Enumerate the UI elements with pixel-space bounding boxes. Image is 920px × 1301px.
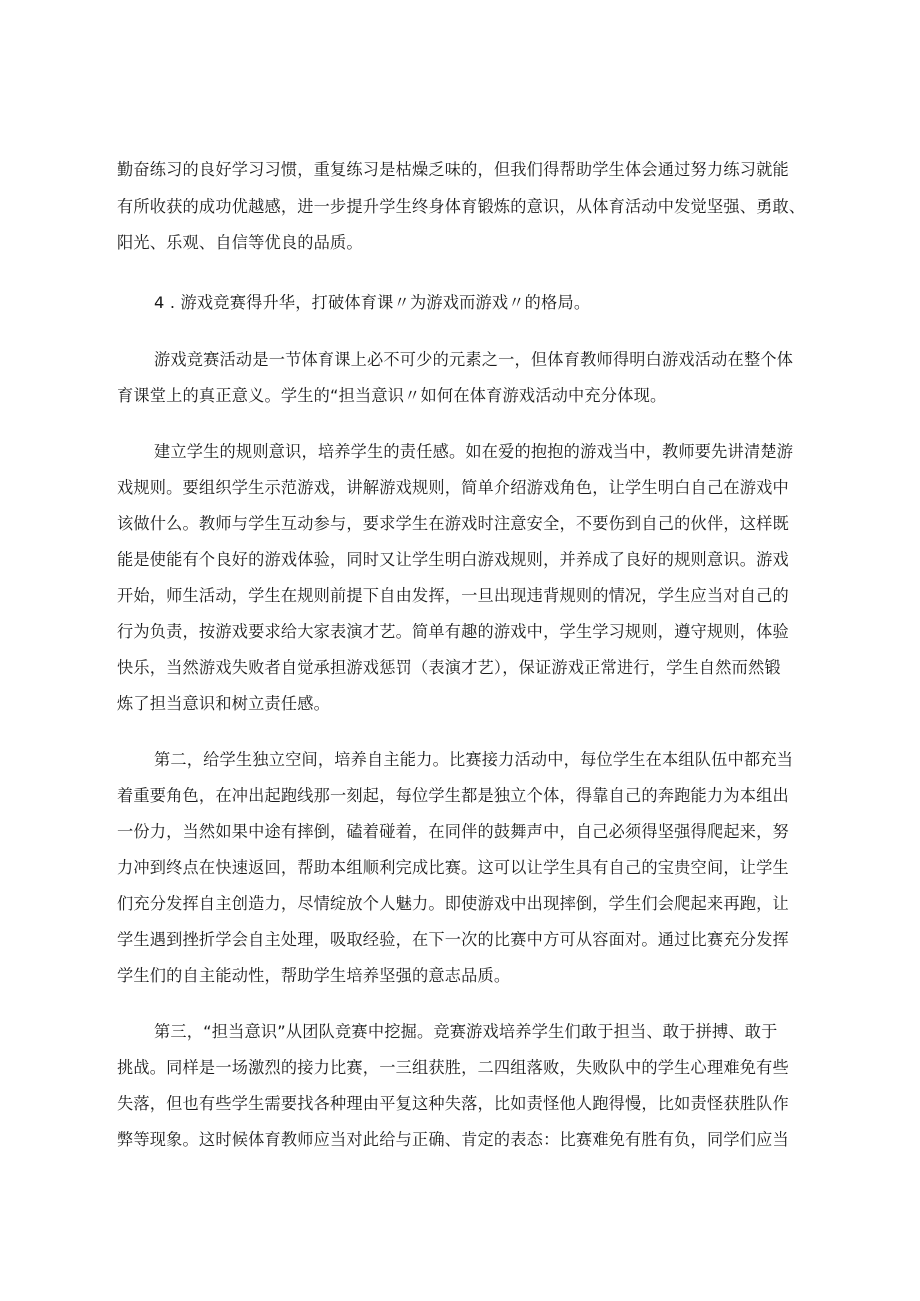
paragraph-4-line-6: 学生遇到挫折学会自主处理，吸取经验，在下一次的比赛中方可从容面对。通过比赛充分发挥 <box>117 930 789 949</box>
paragraph-4-line-5: 们充分发挥自主创造力，尽情绽放个人魅力。即使游戏中出现摔倒，学生们会爬起来再跑，让 <box>117 894 789 913</box>
paragraph-3-line-2: 戏规则。要组织学生示范游戏，讲解游戏规则，简单介绍游戏角色，让学生明白自己在游戏中 <box>117 478 789 497</box>
paragraph-3-line-3: 该做什么。教师与学生互动参与，要求学生在游戏时注意安全，不要伤到自己的伙伴，这样既 <box>117 514 789 533</box>
paragraph-4-line-1: 第二，给学生独立空间，培养自主能力。比赛接力活动中，每位学生在本组队伍中都充当 <box>154 750 794 769</box>
paragraph-3-line-1: 建立学生的规则意识，培养学生的责任感。如在爱的抱抱的游戏当中，教师要先讲清楚游 <box>154 442 794 461</box>
paragraph-1-line-3: 阳光、乐观、自信等优良的品质。 <box>117 233 363 252</box>
paragraph-4-line-3: 一份力，当然如果中途有摔倒，磕着碰着，在同伴的鼓舞声中，自己必须得坚强得爬起来，努 <box>117 822 789 841</box>
paragraph-5-line-2: 挑战。同样是一场激烈的接力比赛，一三组获胜，二四组落败，失败队中的学生心理难免有些 <box>117 1058 789 1077</box>
paragraph-5-line-3: 失落，但也有些学生需要找各种理由平复这种失落，比如责怪他人跑得慢，比如责怪获胜队作 <box>117 1094 789 1113</box>
paragraph-2-line-2: 育课堂上的真正意义。学生的“担当意识〃如何在体育游戏活动中充分体现。 <box>117 386 667 405</box>
paragraph-1-line-2: 有所收获的成功优越感，进一步提升学生终身体育锻炼的意识，从体育活动中发觉坚强、勇敢、 <box>117 197 806 216</box>
paragraph-3-line-6: 行为负责，按游戏要求给大家表演才艺。简单有趣的游戏中，学生学习规则，遵守规则，体验 <box>117 622 789 641</box>
paragraph-5-line-1: 第三，“担当意识”从团队竞赛中挖掘。竞赛游戏培养学生们敢于担当、敢于拼搏、敢于 <box>154 1022 778 1041</box>
section-heading-4: 4 . 游戏竞赛得升华，打破体育课〃为游戏而游戏〃的格局。 <box>154 293 591 312</box>
paragraph-1-line-1: 勤奋练习的良好学习习惯，重复练习是枯燥乏味的，但我们得帮助学生体会通过努力练习就能 <box>117 160 789 179</box>
paragraph-3-line-7: 快乐，当然游戏失败者自觉承担游戏惩罚（表演才艺），保证游戏正常进行，学生自然而然锻 <box>117 658 781 677</box>
paragraph-3-line-8: 炼了担当意识和树立责任感。 <box>117 694 331 713</box>
paragraph-3-line-4: 能是使能有个良好的游戏体验，同时又让学生明白游戏规则，并养成了良好的规则意识。游戏 <box>117 550 789 569</box>
paragraph-5-line-4: 弊等现象。这时候体育教师应当对此给与正确、肯定的表态：比赛难免有胜有负，同学们应当 <box>117 1130 789 1149</box>
paragraph-3-line-5: 开始，师生活动，学生在规则前提下自由发挥，一旦出现违背规则的情况，学生应当对自己的 <box>117 586 789 605</box>
paragraph-4-line-7: 学生们的自主能动性，帮助学生培养坚强的意志品质。 <box>117 966 511 985</box>
paragraph-4-line-4: 力冲到终点在快速返回，帮助本组顺利完成比赛。这可以让学生具有自己的宝贵空间，让学生 <box>117 858 789 877</box>
paragraph-4-line-2: 着重要角色，在冲出起跑线那一刻起，每位学生都是独立个体，得靠自己的奔跑能力为本组出 <box>117 786 789 805</box>
paragraph-2-line-1: 游戏竞赛活动是一节体育课上必不可少的元素之一，但体育教师得明白游戏活动在整个体 <box>154 350 794 369</box>
